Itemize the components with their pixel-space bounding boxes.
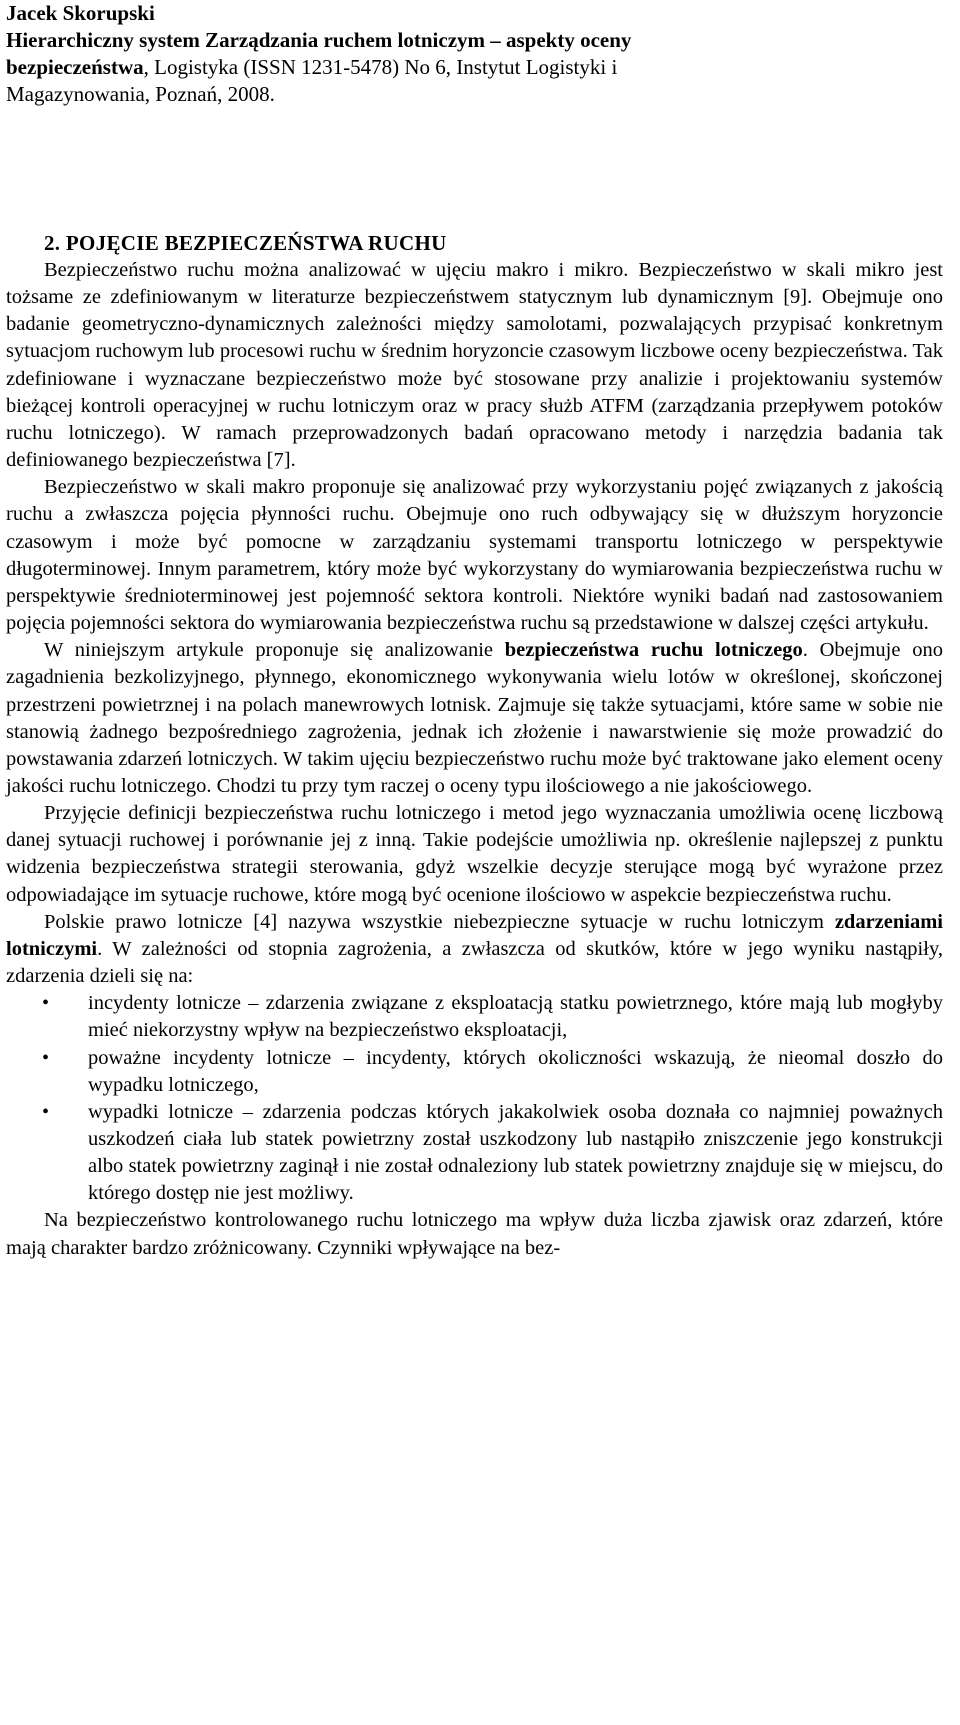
event-types-list — [6, 990, 943, 1207]
list-item-text: poważne incydenty lotnicze – incydenty, których okoliczności wskazują, że nieomal doszło do wypadku lotniczego, — [88, 1046, 943, 1096]
paragraph-air-traffic-safety — [6, 637, 943, 800]
bullet-icon: • — [42, 1100, 50, 1123]
journal-citation: , Logistyka (ISSN 1231-5478) No 6, Instytut Logistyki i — [143, 55, 618, 79]
paragraph-macro-safety: Bezpieczeństwo w skali makro proponuje się analizować przy wykorzystaniu pojęć związanych z jakością ruchu a zwłaszcza pojęcia płynności ruchu. Obejmuje ono ruch odbywający się w dłuższym horyzoncie czasowym i może być pomocne w zarządzaniu systemami transportu lotniczego w perspektywie długoterminowej. Innym parametrem, który może być wykorzystany do wymiarowania bezpieczeństwa ruchu w perspektywie średnioterminowej jest pojemność sektora kontroli. Niektóre wyniki badań nad zastosowaniem pojęcia pojemności sektora do wymiarowania bezpieczeństwa ruchu są przedstawione w dalszej części artykułu. — [6, 476, 943, 635]
paragraph-text: . Obejmuje ono zagadnienia bezkolizyjnego, płynnego, ekonomicznego wykonywania wielu lotów w określonej, skończonej przestrzeni powietrznej i na polach manewrowych lotnisk. Zajmuje się także sytuacjami, które same w sobie nie stanowią żadnego bezpośredniego zagrożenia, jednak ich złożenie i nawarstwienie się może prowadzić do powstawania zdarzeń lotniczych. W takim ujęciu bezpieczeństwo ruchu może być traktowane jako element oceny jakości ruchu lotniczego. Chodzi tu przy tym raczej o oceny typu ilościowego a nie jakościowego. — [6, 639, 943, 797]
citation-line-1 — [6, 27, 906, 54]
section-heading: 2. POJĘCIE BEZPIECZEŃSTWA RUCHU — [44, 231, 447, 255]
author-name: Jacek Skorupski — [6, 1, 155, 25]
emphasized-term: bezpieczeństwa ruchu lotniczego — [504, 639, 803, 662]
paragraph-definition: Przyjęcie definicji bezpieczeństwa ruchu lotniczego i metod jego wyznaczania umożliwia ocenę liczbową danej sytuacji ruchowej i porównanie jej z inną. Takie podejście umożliwia np. określenie najlepszej z punktu widzenia bezpieczeństwa strategii sterowania, gdyż wszelkie decyzje sterujące mogą być wyrażone przez odpowiadające im sytuacje ruchowe, które mogą być ocenione ilościowo w aspekcie bezpieczeństwa ruchu. — [6, 802, 943, 906]
bullet-icon: • — [42, 1046, 50, 1069]
emphasized-term: zdarzeniami lotniczymi — [6, 910, 943, 960]
bullet-icon: • — [42, 992, 50, 1015]
body-text — [6, 257, 943, 1262]
list-item-text: incydenty lotnicze – zdarzenia związane z eksploatacją statku powietrznego, które mają lub mogłyby mieć niekorzystny wpływ na bezpieczeństwo eksploatacji, — [88, 992, 943, 1042]
paragraph-aviation-law — [6, 909, 943, 990]
citation-line-2 — [6, 54, 906, 81]
list-item — [6, 1099, 943, 1208]
list-item-text: wypadki lotnicze – zdarzenia podczas których jakakolwiek osoba doznała co najmniej poważnych uszkodzeń ciała lub statek powietrzny został uszkodzony lub nastąpiło zniszczenie jego konstrukcji albo statek powietrzny zaginął i nie został odnaleziony lub statek powietrzny znajduje się w miejscu, do którego dostęp nie jest możliwy. — [88, 1100, 943, 1205]
paragraph-text: W niniejszym artykule proponuje się analizowanie — [44, 639, 505, 662]
article-title: Hierarchiczny system Zarządzania ruchem lotniczym – aspekty oceny — [6, 28, 632, 52]
paragraph-influencing-factors: Na bezpieczeństwo kontrolowanego ruchu lotniczego ma wpływ duża liczba zjawisk oraz zdarzeń, które mają charakter bardzo zróżnicowany. Czynniki wpływające na bez- — [6, 1209, 943, 1259]
paragraph-text: Polskie prawo lotnicze [4] nazywa wszystkie niebezpieczne sytuacje w ruchu lotniczym — [44, 910, 835, 933]
paragraph-micro-safety: Bezpieczeństwo ruchu można analizować w ujęciu makro i mikro. Bezpieczeństwo w skali mikro jest tożsame ze zdefiniowanym w literaturze bezpieczeństwem statycznym lub dynamicznym [9]. Obejmuje ono badanie geometryczno-dynamicznych zależności między samolotami, pozwalających przypisać konkretnym sytuacjom ruchowym lub procesowi ruchu w średnim horyzoncie czasowym liczbowe oceny bezpieczeństwa. Tak zdefiniowane i wyznaczane bezpieczeństwo może być stosowane przy analizie i projektowaniu systemów bieżącej kontroli operacyjnej w ruchu lotniczym oraz w pracy służb ATFM (zarządzania przepływem potoków ruchu lotniczego). W ramach przeprowadzonych badań opracowano metody i narzędzia badania tak definiowanego bezpieczeństwa [7]. — [6, 259, 943, 472]
citation-header — [6, 0, 906, 108]
citation-line-3: Magazynowania, Poznań, 2008. — [6, 82, 275, 106]
list-item — [6, 990, 943, 1044]
list-item — [6, 1045, 943, 1099]
article-title-continued: bezpieczeństwa — [6, 55, 144, 79]
paragraph-text: . W zależności od stopnia zagrożenia, a zwłaszcza od skutków, które w jego wyniku nastąpiły, zdarzenia dzieli się na: — [6, 937, 943, 988]
